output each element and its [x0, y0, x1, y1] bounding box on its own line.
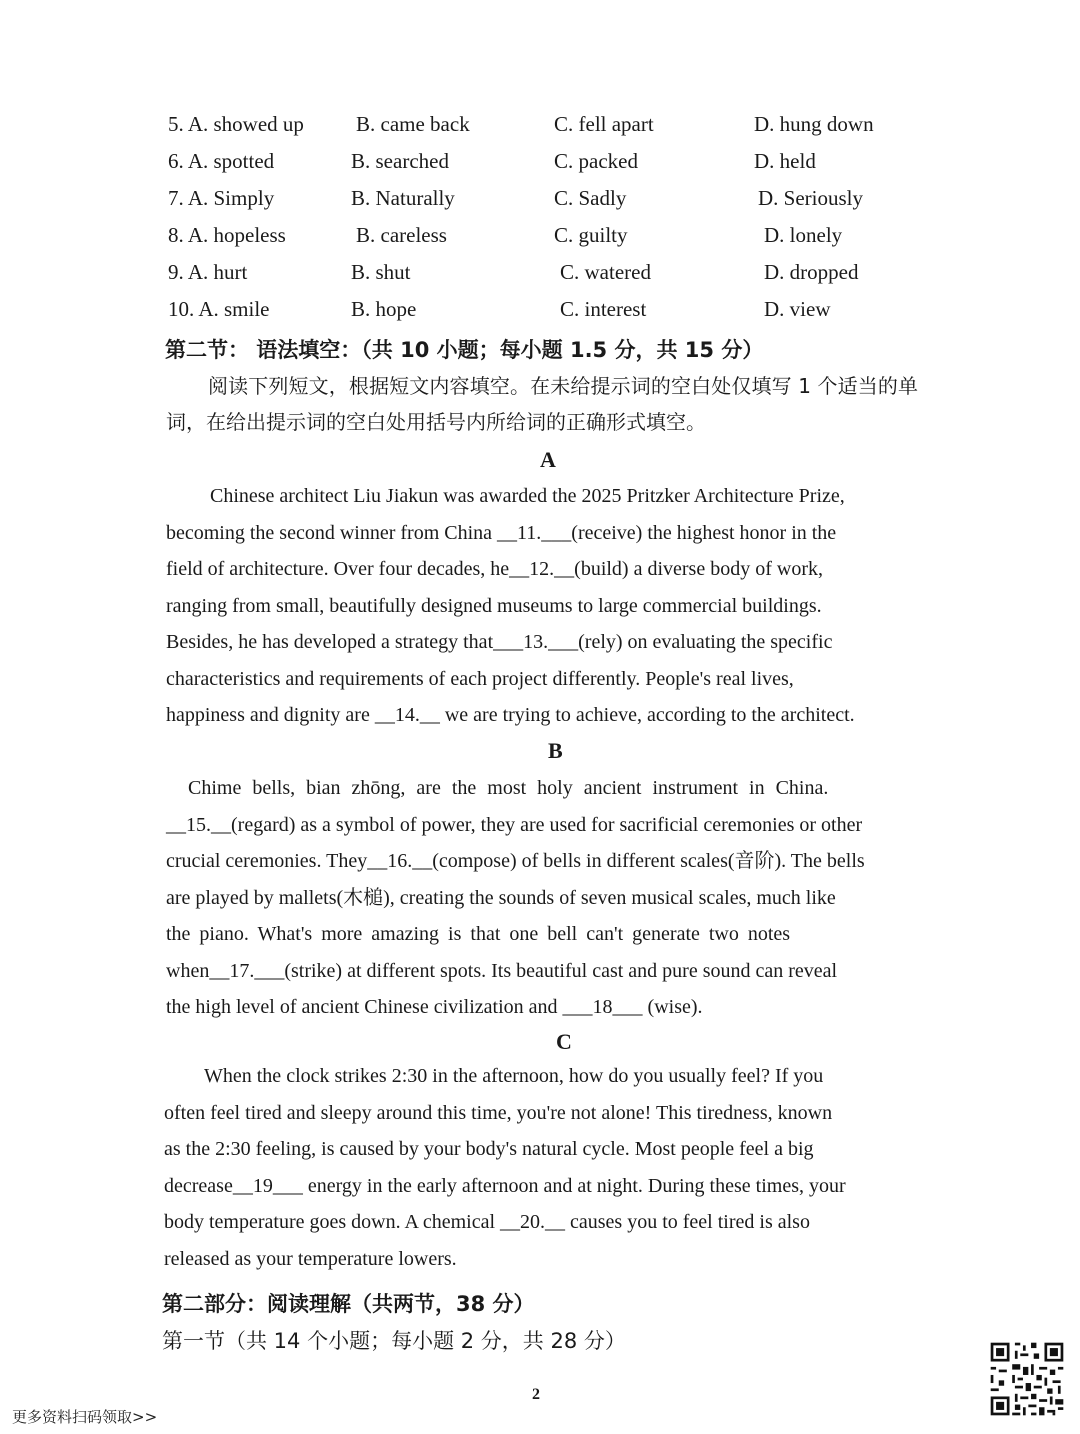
passage-line: decrease__19___ energy in the early afternoon and at night. During these times, your	[164, 1174, 846, 1197]
option-a: 8. A. hopeless	[168, 223, 286, 247]
option-c: C. Sadly	[554, 186, 627, 210]
passage-line: released as your temperature lowers.	[164, 1247, 457, 1270]
option-b: B. careless	[356, 223, 447, 247]
option-c: C. interest	[560, 297, 647, 321]
passage-line: Chime bells, bian zhōng, are the most holy ancient instrument in China.	[188, 777, 829, 799]
passage-c	[164, 1058, 912, 1277]
option-d: D. dropped	[764, 260, 859, 284]
section-instruction: 阅读下列短文，根据短文内容填空。在未给提示词的空白处仅填写 1 个适当的单词，在给出提示词的空白处用括号内所给词的正确形式填空。	[166, 374, 918, 434]
option-d: D. Seriously	[758, 186, 863, 210]
option-row-6	[168, 149, 908, 179]
passage-line: happiness and dignity are __14.__ we are trying to achieve, according to the architect.	[166, 704, 855, 726]
option-row-5	[168, 112, 908, 142]
option-d: D. held	[754, 149, 816, 173]
option-a: 10. A. smile	[168, 297, 270, 321]
part-title: 第二部分：阅读理解（共两节，38 分）	[162, 1292, 535, 1316]
section-title: 第二节： 语法填空：（共 10 小题；每小题 1.5 分，共 15 分）	[165, 338, 764, 362]
passage-line: characteristics and requirements of each project differently. People's real lives,	[166, 667, 794, 690]
page-number: 2	[532, 1386, 540, 1403]
option-b: B. came back	[356, 112, 470, 136]
option-c: C. guilty	[554, 223, 628, 247]
option-b: B. searched	[351, 149, 449, 173]
passage-b-letter: B	[548, 738, 563, 763]
option-b: B. Naturally	[351, 186, 455, 210]
passage-line: the piano. What's more amazing is that one bell can't generate two notes	[166, 923, 791, 945]
option-d: D. lonely	[764, 223, 843, 247]
part-subtitle: 第一节（共 14 个小题；每小题 2 分，共 28 分）	[162, 1329, 626, 1353]
passage-c-letter: C	[556, 1029, 572, 1054]
option-c: C. packed	[554, 149, 638, 173]
passage-line: __15.__(regard) as a symbol of power, they are used for sacrificial ceremonies or other	[166, 813, 863, 836]
option-row-10	[168, 297, 908, 327]
passage-a	[166, 478, 914, 734]
passage-a-letter: A	[540, 447, 556, 472]
qr-code-icon[interactable]	[988, 1340, 1066, 1418]
option-b: B. hope	[351, 297, 417, 321]
footer-link[interactable]: 更多资料扫码领取>>	[12, 1408, 158, 1426]
passage-line: becoming the second winner from China __11.___(receive) the highest honor in the	[166, 521, 837, 544]
option-a: 5. A. showed up	[168, 112, 304, 136]
option-row-7	[168, 186, 908, 216]
passage-line: When the clock strikes 2:30 in the afternoon, how do you usually feel? If you	[204, 1065, 824, 1087]
option-c: C. watered	[560, 260, 651, 284]
option-d: D. view	[764, 297, 831, 321]
passage-line: Chinese architect Liu Jiakun was awarded the 2025 Pritzker Architecture Prize,	[210, 485, 845, 507]
option-b: B. shut	[351, 260, 411, 284]
passage-line: body temperature goes down. A chemical __20.__ causes you to feel tired is also	[164, 1211, 810, 1233]
passage-line: Besides, he has developed a strategy that___13.___(rely) on evaluating the specific	[166, 631, 833, 653]
option-a: 6. A. spotted	[168, 149, 275, 173]
passage-line: often feel tired and sleepy around this time, you're not alone! This tiredness, known	[164, 1101, 833, 1124]
option-c: C. fell apart	[554, 112, 654, 136]
passage-line: are played by mallets(木槌), creating the sounds of seven musical scales, much like	[166, 886, 836, 909]
option-a: 9. A. hurt	[168, 260, 248, 284]
passage-line: crucial ceremonies. They__16.__(compose) of bells in different scales(音阶). The bells	[166, 850, 865, 872]
passage-line: when__17.___(strike) at different spots. Its beautiful cast and pure sound can reveal	[166, 959, 838, 982]
passage-b	[166, 770, 914, 1026]
passage-line: the high level of ancient Chinese civilization and ___18___ (wise).	[166, 996, 703, 1018]
option-d: D. hung down	[754, 112, 874, 136]
option-row-9	[168, 260, 908, 290]
passage-line: ranging from small, beautifully designed museums to large commercial buildings.	[166, 594, 822, 617]
option-a: 7. A. Simply	[168, 186, 275, 210]
passage-line: as the 2:30 feeling, is caused by your body's natural cycle. Most people feel a big	[164, 1138, 814, 1160]
option-row-8	[168, 223, 908, 253]
passage-line: field of architecture. Over four decades, he__12.__(build) a diverse body of work,	[166, 558, 823, 580]
